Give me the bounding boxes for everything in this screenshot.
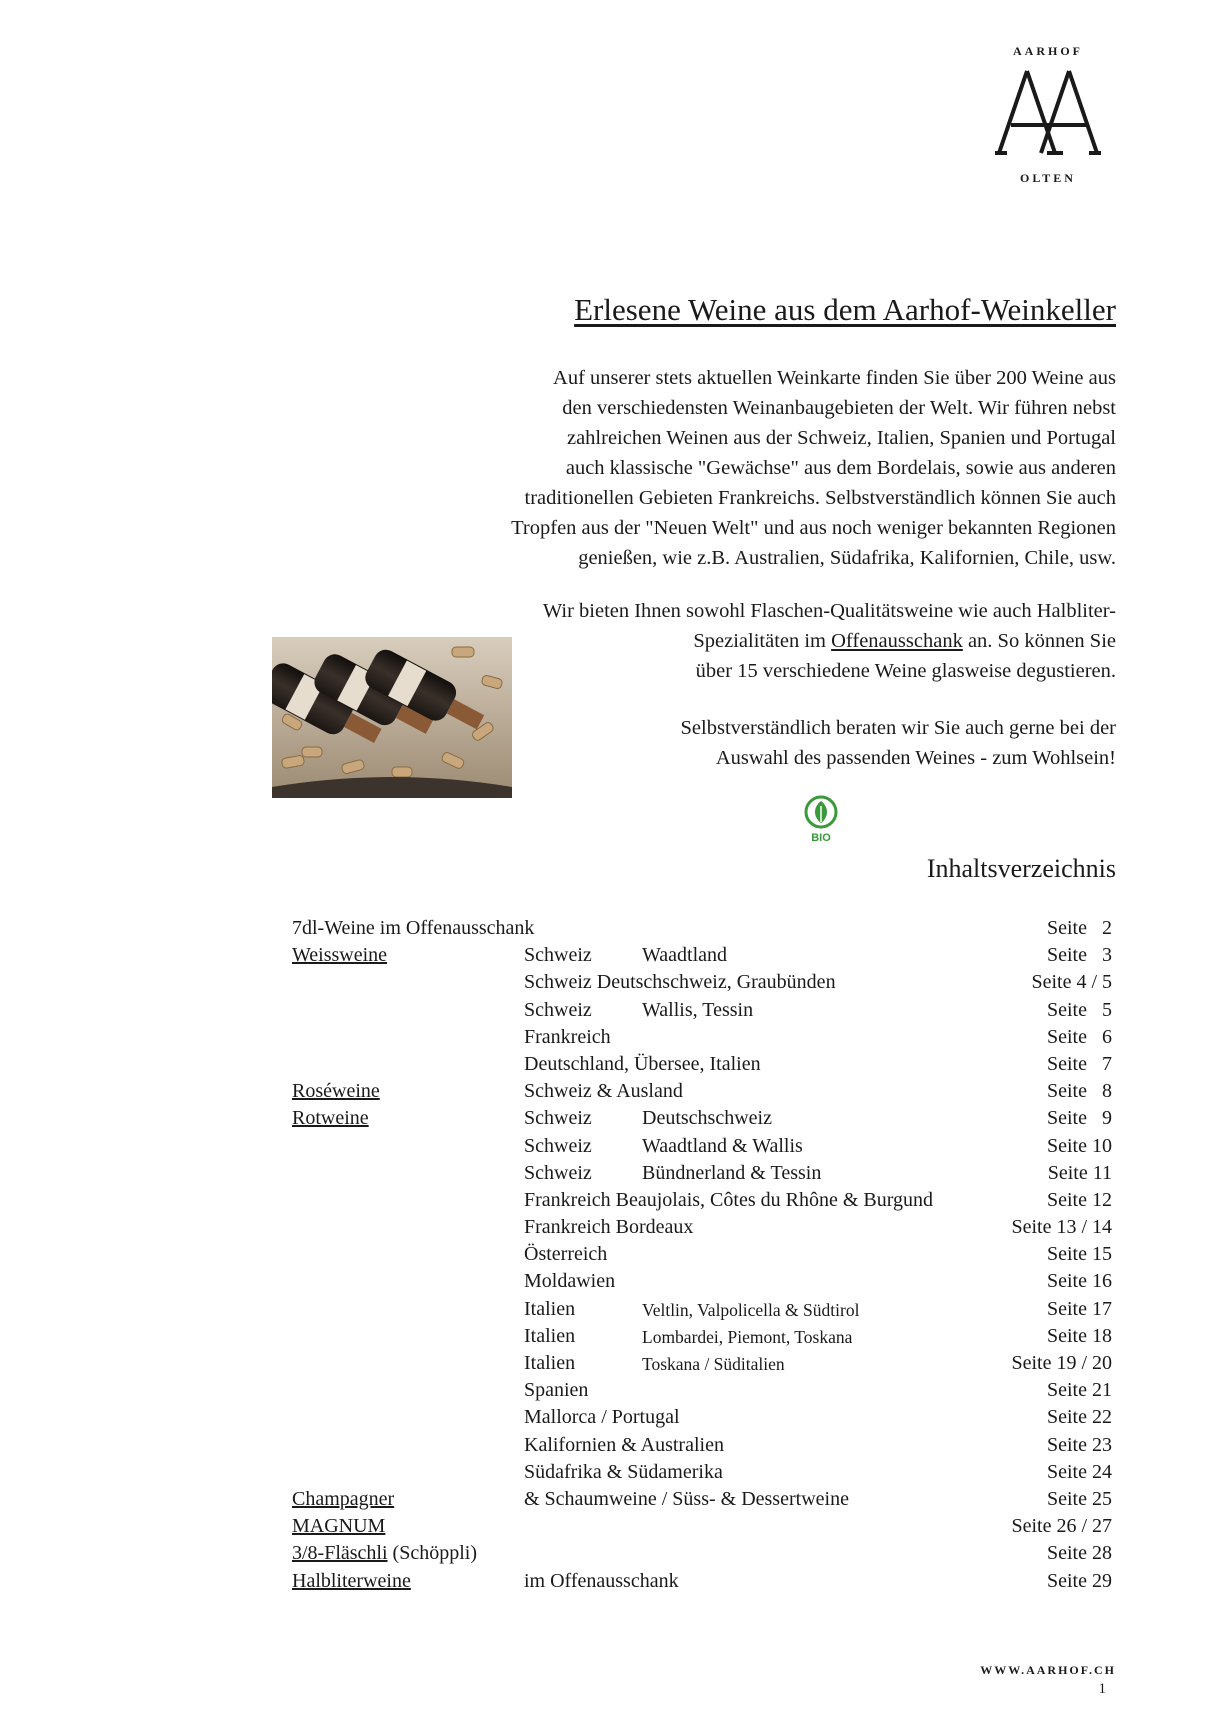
toc-region: Lombardei, Piemont, Toskana bbox=[642, 1326, 853, 1347]
toc-page: Seite 11 bbox=[1047, 1161, 1112, 1184]
toc-region: Veltlin, Valpolicella & Südtirol bbox=[642, 1299, 860, 1320]
intro-line: zahlreichen Weinen aus der Schweiz, Italien, Spanien und Portugal bbox=[566, 427, 1116, 449]
intro-line: den verschiedensten Weinanbaugebieten der Welt. Wir führen nebst bbox=[562, 397, 1116, 419]
toc-category: Champagner bbox=[292, 1487, 395, 1510]
toc-row bbox=[292, 1542, 1112, 1569]
toc-country: Deutschland, Übersee, Italien bbox=[524, 1052, 761, 1075]
toc-page: Seite 6 bbox=[1047, 1025, 1112, 1048]
toc-row bbox=[292, 1270, 1112, 1297]
logo-wordmark-bottom: OLTEN bbox=[1020, 171, 1076, 185]
toc-country: Schweiz Deutschschweiz, Graubünden bbox=[524, 971, 836, 994]
toc-country: Frankreich Bordeaux bbox=[524, 1216, 694, 1239]
toc-page: Seite 21 bbox=[1047, 1379, 1112, 1402]
toc-row bbox=[292, 1461, 1112, 1488]
toc-country: im Offenausschank bbox=[524, 1569, 679, 1592]
toc-page: Seite 10 bbox=[1047, 1134, 1112, 1157]
toc-page: Seite 24 bbox=[1047, 1460, 1112, 1483]
toc-category: MAGNUM bbox=[292, 1515, 386, 1538]
offer-text: an. So können Sie bbox=[962, 630, 1116, 652]
toc-region: Toskana / Süditalien bbox=[642, 1354, 785, 1374]
toc-page: Seite 26 / 27 bbox=[1011, 1515, 1112, 1538]
logo-wordmark-top: AARHOF bbox=[1013, 44, 1083, 58]
toc-page: Seite 16 bbox=[1047, 1270, 1112, 1293]
toc-row bbox=[292, 917, 1112, 944]
intro-line: Tropfen aus der "Neuen Welt" und aus noch weniger bekannten Regionen bbox=[511, 517, 1116, 539]
toc-country: Schweiz bbox=[524, 1161, 592, 1184]
bio-badge bbox=[800, 795, 842, 844]
toc-category-group bbox=[292, 1542, 477, 1565]
toc-page: Seite 19 / 20 bbox=[1011, 1352, 1112, 1374]
toc-row bbox=[292, 1107, 1112, 1134]
toc-country: Spanien bbox=[524, 1379, 589, 1402]
toc-country: Italien bbox=[524, 1297, 576, 1320]
toc-page: Seite 9 bbox=[1047, 1107, 1112, 1130]
toc-row bbox=[292, 1325, 1112, 1352]
bio-leaf-icon bbox=[803, 795, 839, 829]
offer-line: Wir bieten Ihnen sowohl Flaschen-Qualitätsweine wie auch Halbliter- bbox=[542, 600, 1116, 622]
toc-row bbox=[292, 1298, 1112, 1325]
toc-country: Moldawien bbox=[524, 1270, 616, 1293]
advice-line: Selbstverständlich beraten wir Sie auch gerne bei der bbox=[680, 717, 1116, 739]
aarhof-aa-monogram-icon bbox=[993, 67, 1103, 157]
offenausschank-link: Offenausschank bbox=[831, 630, 963, 652]
offer-line: über 15 verschiedene Weine glasweise degustieren. bbox=[695, 660, 1116, 682]
bio-label: BIO bbox=[811, 832, 831, 844]
toc-category-suffix: (Schöppli) bbox=[387, 1542, 477, 1565]
toc-row bbox=[292, 1080, 1112, 1107]
toc-region: Bündnerland & Tessin bbox=[642, 1161, 822, 1184]
toc-page: Seite 28 bbox=[1047, 1542, 1112, 1565]
toc-country: Schweiz bbox=[524, 998, 592, 1021]
toc-row bbox=[292, 1135, 1112, 1162]
toc-page: Seite 4 / 5 bbox=[1031, 971, 1112, 994]
toc-row bbox=[292, 1379, 1112, 1406]
toc-row bbox=[292, 1053, 1112, 1080]
toc-page: Seite 13 / 14 bbox=[1011, 1216, 1112, 1239]
page-number: 1 bbox=[1098, 1681, 1106, 1697]
toc-category: 3/8-Fläschli bbox=[292, 1542, 388, 1565]
toc-country: Frankreich Beaujolais, Côtes du Rhône & Burgund bbox=[524, 1188, 934, 1211]
toc-region: Waadtland & Wallis bbox=[642, 1134, 803, 1157]
toc-country: & Schaumweine / Süss- & Dessertweine bbox=[524, 1487, 849, 1510]
toc-row bbox=[292, 1189, 1112, 1216]
toc-heading: Inhaltsverzeichnis bbox=[926, 854, 1116, 883]
toc-row bbox=[292, 1216, 1112, 1243]
toc-row bbox=[292, 944, 1112, 971]
toc-row bbox=[292, 999, 1112, 1026]
toc-country: Südafrika & Südamerika bbox=[524, 1460, 723, 1483]
toc-page: Seite 12 bbox=[1047, 1188, 1112, 1211]
footer-url: WWW.AARHOF.CH bbox=[980, 1663, 1116, 1677]
toc-page: Seite 25 bbox=[1047, 1487, 1112, 1510]
toc-country: Schweiz bbox=[524, 1107, 592, 1130]
advice-paragraph bbox=[416, 713, 1116, 773]
toc-region: Deutschschweiz bbox=[642, 1107, 772, 1130]
aarhof-logo bbox=[980, 44, 1116, 186]
toc-row bbox=[292, 1162, 1112, 1189]
toc-page: Seite 7 bbox=[1047, 1052, 1112, 1075]
toc-category: Halbliterweine bbox=[292, 1569, 411, 1592]
toc-country: Schweiz & Ausland bbox=[524, 1080, 683, 1103]
toc-category: Weissweine bbox=[292, 944, 388, 967]
toc-page: Seite 23 bbox=[1047, 1433, 1112, 1456]
offer-text: Spezialitäten im bbox=[693, 630, 832, 652]
toc-page: Seite 29 bbox=[1047, 1569, 1112, 1592]
toc-country: Italien bbox=[524, 1324, 576, 1347]
toc-row bbox=[292, 1570, 1112, 1597]
toc-country: Italien bbox=[524, 1352, 576, 1374]
toc-page: Seite 18 bbox=[1047, 1324, 1112, 1347]
intro-line: Auf unserer stets aktuellen Weinkarte finden Sie über 200 Weine aus bbox=[553, 367, 1116, 389]
toc-page: Seite 8 bbox=[1047, 1080, 1112, 1103]
advice-line: Auswahl des passenden Weines - zum Wohlsein! bbox=[715, 747, 1116, 769]
toc-country: Kalifornien & Australien bbox=[524, 1433, 724, 1456]
toc-page: Seite 3 bbox=[1047, 944, 1112, 967]
toc-row bbox=[292, 1434, 1112, 1461]
toc-country: Schweiz bbox=[524, 1134, 592, 1157]
toc-category: 7dl-Weine im Offenausschank bbox=[292, 917, 535, 939]
toc-country: Österreich bbox=[524, 1243, 608, 1266]
toc-row bbox=[292, 1406, 1112, 1433]
toc-category: Roséweine bbox=[292, 1080, 380, 1103]
toc-page: Seite 22 bbox=[1047, 1406, 1112, 1429]
toc-country: Frankreich bbox=[524, 1025, 611, 1048]
toc-region: Waadtland bbox=[642, 944, 728, 967]
toc-page: Seite 5 bbox=[1047, 998, 1112, 1021]
toc-row bbox=[292, 1243, 1112, 1270]
toc-row bbox=[292, 971, 1112, 998]
toc-page: Seite 15 bbox=[1047, 1243, 1112, 1266]
intro-line: auch klassische "Gewächse" aus dem Bordelais, sowie aus anderen bbox=[565, 457, 1116, 479]
intro-line: traditionellen Gebieten Frankreichs. Selbstverständlich können Sie auch bbox=[524, 487, 1116, 509]
toc-page: Seite 2 bbox=[1047, 917, 1112, 939]
toc-country: Schweiz bbox=[524, 944, 592, 967]
toc-row bbox=[292, 1488, 1112, 1515]
toc-row bbox=[292, 1515, 1112, 1542]
table-of-contents bbox=[292, 917, 1112, 1597]
page-title: Erlesene Weine aus dem Aarhof-Weinkeller bbox=[574, 292, 1116, 327]
toc-category: Rotweine bbox=[292, 1107, 369, 1130]
toc-row bbox=[292, 1026, 1112, 1053]
intro-line: genießen, wie z.B. Australien, Südafrika, Kalifornien, Chile, usw. bbox=[578, 547, 1116, 569]
toc-country: Mallorca / Portugal bbox=[524, 1406, 680, 1429]
intro-paragraph bbox=[336, 363, 1116, 573]
toc-page: Seite 17 bbox=[1047, 1297, 1112, 1320]
toc-region: Wallis, Tessin bbox=[642, 998, 754, 1021]
toc-row bbox=[292, 1352, 1112, 1379]
